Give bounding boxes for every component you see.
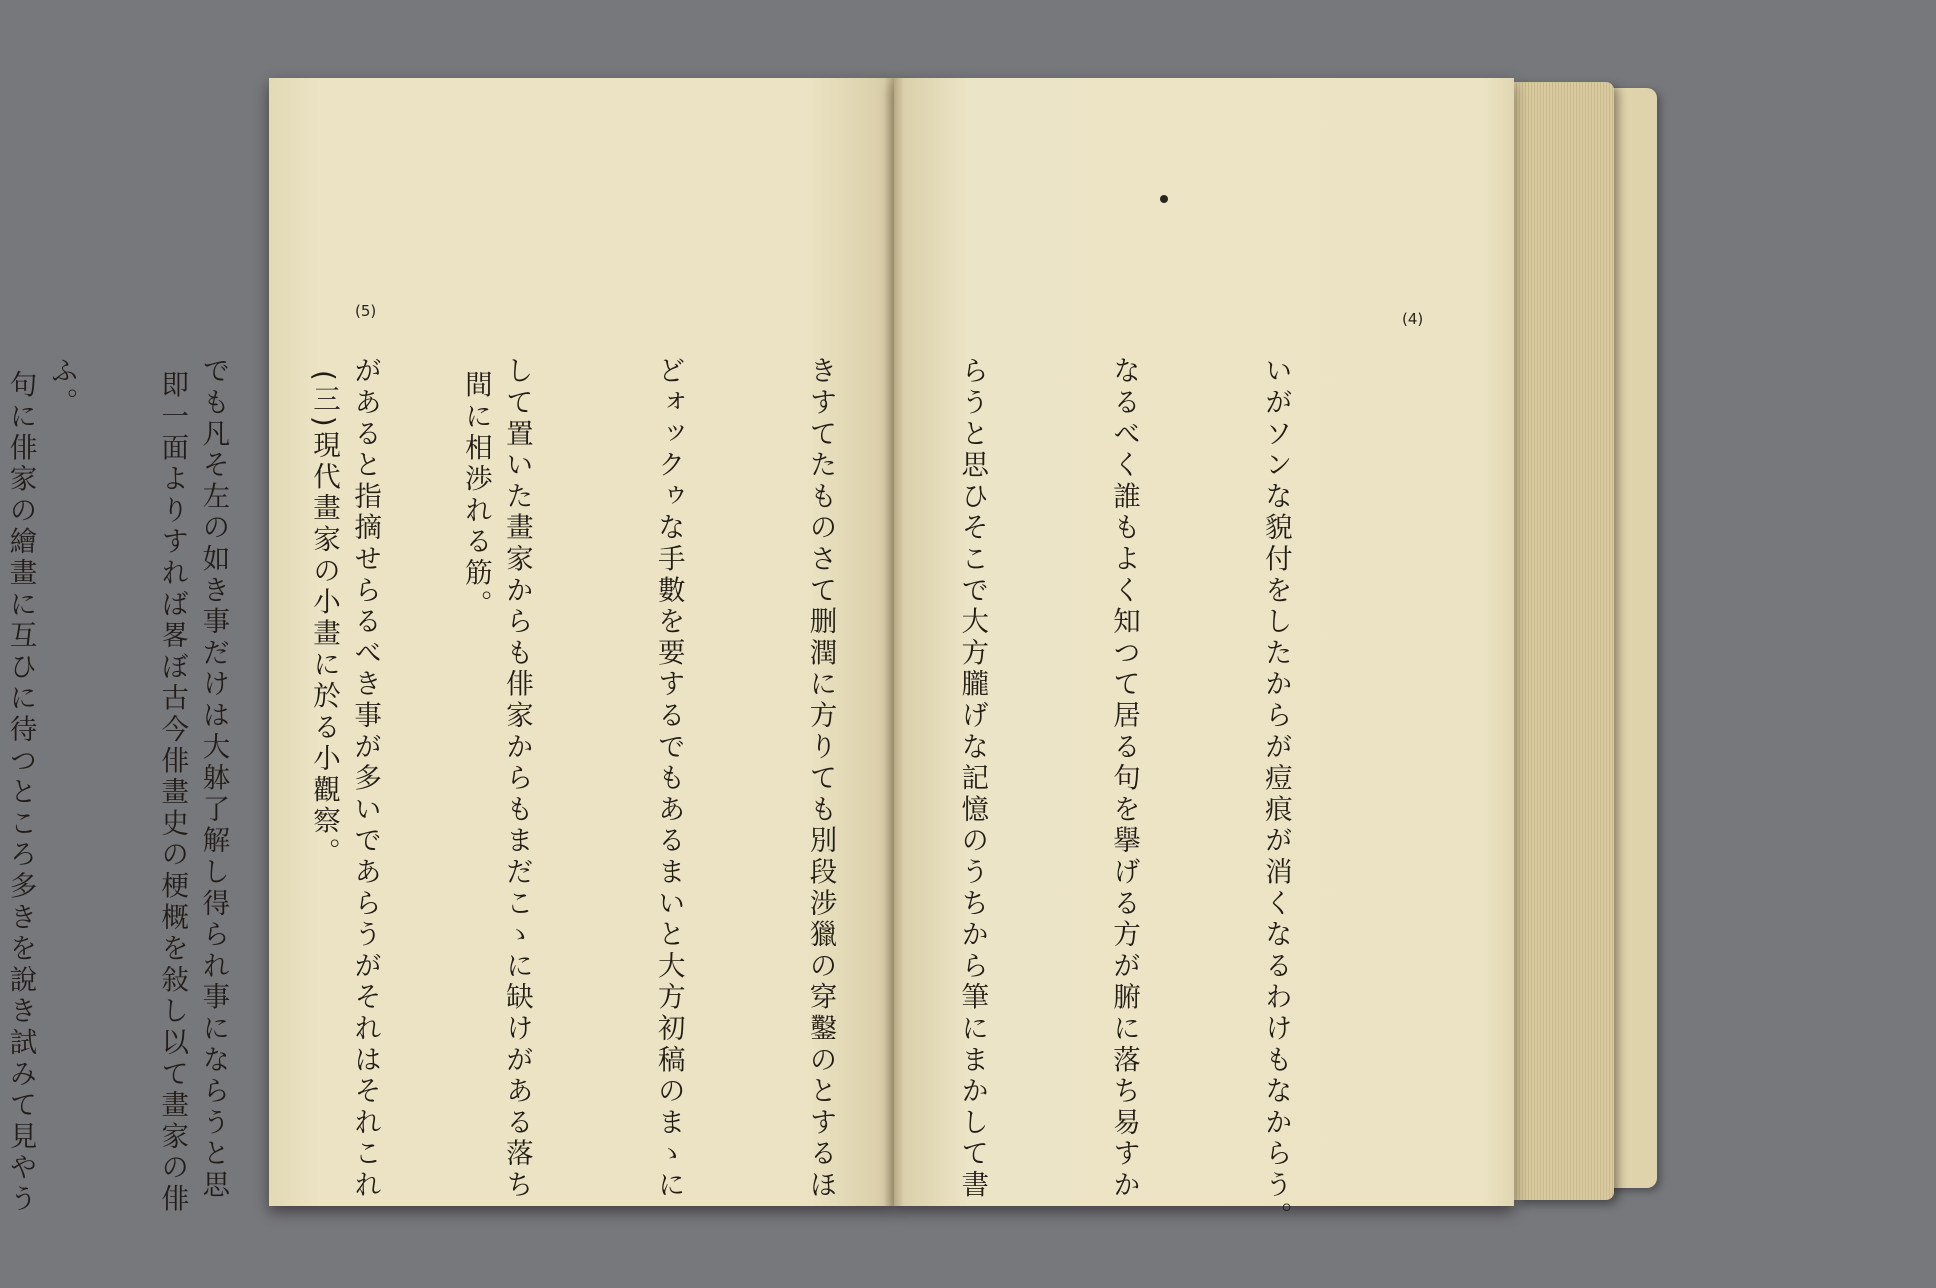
text-line: (三)現代畫家の小畫に於る小觀察。 <box>308 370 341 869</box>
text-line: きすてたものさて删潤に方りても別段涉獵の穿鑿のとするほ <box>804 356 837 1202</box>
book-gutter <box>884 78 904 1206</box>
page-number-right: (4) <box>1402 310 1424 328</box>
text-line: があると指摘せらるべき事が多いであらうがそれはそれこれ <box>349 356 382 1202</box>
text-line: いがソンな貌付をしたからが痘痕が消くなるわけもなからう。 <box>1259 356 1292 1233</box>
text-line: なるべく誰もよく知つて居る句を擧げる方が腑に落ち易すか <box>1108 356 1141 1202</box>
text-line: して置いた畫家からも俳家からもまだこゝに缺けがある落ち <box>500 356 533 1202</box>
page-stack-edges <box>1514 82 1614 1200</box>
text-line: どォックゥな手數を要するでもあるまいと大方初稿のまゝに <box>652 356 685 1202</box>
text-line: 間に相渉れる筋。 <box>459 370 492 621</box>
text-line: でも凡そ左の如き事だけは大躰了解し得られ事にならうと思 <box>197 356 230 1202</box>
text-line: 即一面よりすれば畧ぼ古今俳畫史の梗概を敍し以て畫家の俳 <box>156 370 189 1216</box>
open-book <box>4 78 1650 1233</box>
text-line: 句に俳家の繪畫に互ひに待つところ多きを說き試みて見やう <box>4 370 37 1216</box>
right-page-text <box>0 356 1402 1233</box>
text-line: らうと思ひそこで大方朧げな記憶のうちから筆にまかして書 <box>956 356 989 1202</box>
page-block-edge <box>1607 88 1657 1188</box>
page-number-left: (5) <box>355 302 377 320</box>
ink-spot <box>1160 195 1168 203</box>
text-line: ふ。 <box>45 356 78 419</box>
